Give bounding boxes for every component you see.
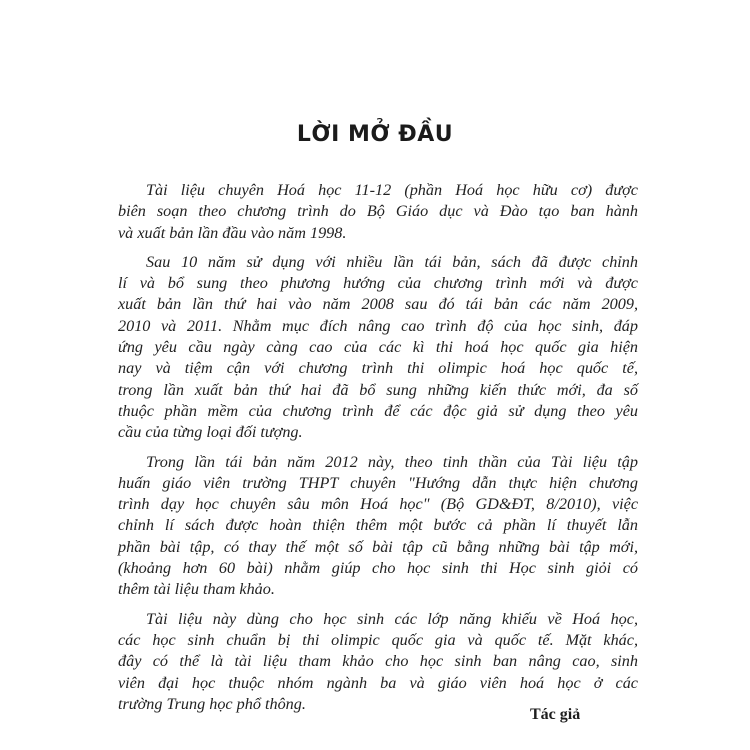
- text-line: biên soạn theo chương trình do Bộ Giáo dục và Đào tạo ban hành: [118, 202, 638, 221]
- text-line: viên đại học thuộc nhóm ngành ba và giáo viên hoá học ở các: [118, 673, 638, 692]
- text-line: phần bài tập, có thay thế một số bài tập cũ bằng những bài tập mới,: [118, 537, 638, 556]
- text-line: thêm tài liệu tham khảo.: [118, 580, 275, 599]
- text-line: Sau 10 năm sử dụng với nhiều lần tái bản, sách đã được chỉnh: [146, 252, 638, 271]
- text-line: cầu của từng loại đối tượng.: [118, 423, 303, 442]
- paragraph-1: [118, 180, 638, 244]
- text-line: huấn giáo viên trường THPT chuyên "Hướng dẫn thực hiện chương: [118, 473, 638, 492]
- text-line: ứng yêu cầu ngày càng cao của các kì thi hoá học quốc gia hiện: [118, 338, 638, 357]
- text-line: các học sinh chuẩn bị thi olimpic quốc gia và quốc tế. Mặt khác,: [118, 630, 638, 649]
- text-line: Tài liệu này dùng cho học sinh các lớp năng khiếu về Hoá học,: [146, 609, 638, 628]
- text-line: và xuất bản lần đầu vào năm 1998.: [118, 223, 347, 242]
- text-line: lí và bổ sung theo phương hướng của chương trình mới và được: [118, 274, 638, 293]
- text-line: trong lần xuất bản thứ hai đã bổ sung những kiến thức mới, đa số: [118, 380, 638, 399]
- text-line: Trong lần tái bản năm 2012 này, theo tinh thần của Tài liệu tập: [146, 452, 638, 471]
- paragraph-3: [118, 452, 638, 601]
- text-line: thuộc phần mềm của chương trình để các độc giả sử dụng theo yêu: [118, 401, 638, 420]
- text-line: nay và tiệm cận với chương trình thi olimpic hoá học quốc tế,: [118, 359, 638, 378]
- text-line: (khoảng hơn 60 bài) nhằm giúp cho học sinh thi Học sinh giỏi có: [118, 559, 638, 578]
- text-line: Tài liệu chuyên Hoá học 11-12 (phần Hoá học hữu cơ) được: [146, 181, 638, 199]
- paragraph-2: [118, 252, 638, 444]
- text-line: trình dạy học chuyên sâu môn Hoá học" (Bộ GD&ĐT, 8/2010), việc: [118, 495, 638, 514]
- author-signature: Tác giả: [530, 706, 581, 723]
- text-line: trường Trung học phổ thông.: [118, 694, 306, 713]
- text-line: chỉnh lí sách được hoàn thiện thêm một bước cả phần lí thuyết lẫn: [118, 516, 638, 535]
- text-line: 2010 và 2011. Nhằm mục đích nâng cao trình độ của học sinh, đáp: [118, 316, 638, 335]
- paragraph-4: [118, 609, 638, 715]
- text-line: đây có thể là tài liệu tham khảo cho học sinh ban nâng cao, sinh: [118, 652, 638, 671]
- preface-body: [118, 180, 638, 723]
- page-title: LỜI MỞ ĐẦU: [296, 122, 454, 147]
- text-line: xuất bản lần thứ hai vào năm 2008 sau đó tái bản các năm 2009,: [118, 295, 638, 314]
